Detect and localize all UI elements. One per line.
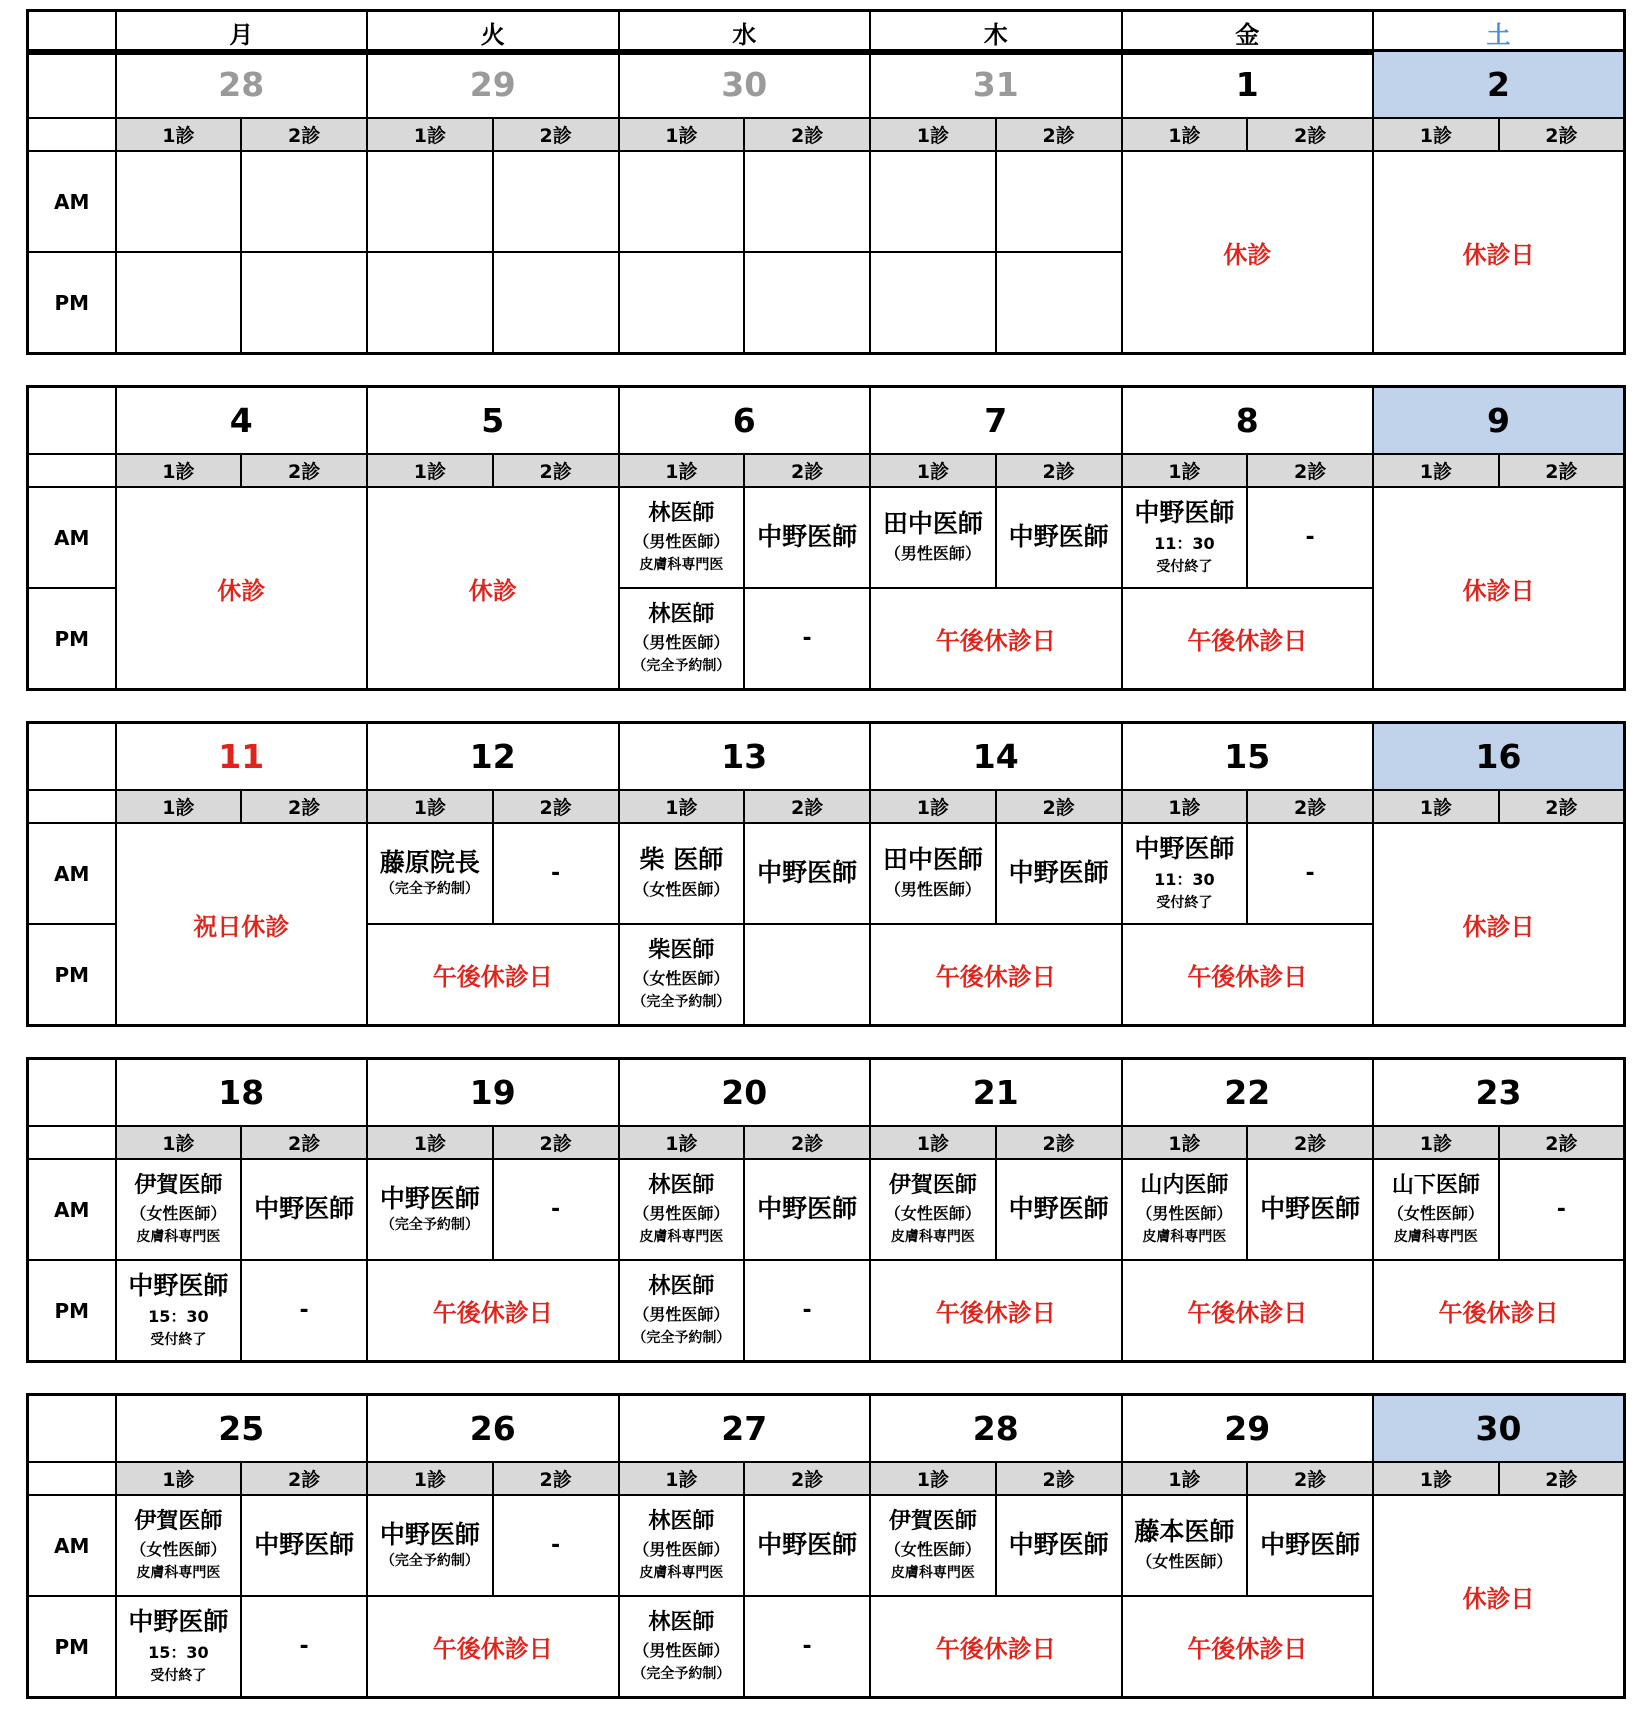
slot-2-header: 2診 bbox=[744, 790, 870, 823]
slot-1-header: 1診 bbox=[1122, 118, 1248, 151]
slot-1-header: 1診 bbox=[1122, 1126, 1248, 1159]
date-cell: 15 bbox=[1122, 723, 1374, 791]
empty-cell bbox=[996, 252, 1122, 354]
date-cell: 30 bbox=[619, 51, 871, 119]
doctor-gender: （女性医師） bbox=[884, 1204, 981, 1224]
empty-cell bbox=[619, 151, 745, 252]
date-row bbox=[28, 723, 1625, 791]
slot-1-header: 1診 bbox=[619, 1462, 745, 1495]
corner-cell bbox=[28, 1395, 116, 1463]
doctor-name: 藤本医師 bbox=[1134, 1516, 1235, 1546]
doctor-name: 中野医師 bbox=[254, 1194, 355, 1224]
date-cell: 20 bbox=[619, 1059, 871, 1127]
date-cell-saturday: 16 bbox=[1373, 723, 1625, 791]
slot-2-header: 2診 bbox=[241, 1462, 367, 1495]
date-cell: 25 bbox=[116, 1395, 368, 1463]
slot-2-header: 2診 bbox=[241, 454, 367, 487]
doctor-name: 山下医師 bbox=[1391, 1172, 1480, 1198]
doctor-name: 山内医師 bbox=[1140, 1172, 1229, 1198]
pm-closed-cell: 午後休診日 bbox=[870, 924, 1122, 1026]
slot-2-header: 2診 bbox=[1247, 790, 1373, 823]
slot-row bbox=[28, 1126, 1625, 1159]
weekday-mon: 月 bbox=[116, 11, 368, 54]
date-cell: 18 bbox=[116, 1059, 368, 1127]
doctor-name: 中野医師 bbox=[757, 522, 858, 552]
reception-time: 11：30 bbox=[1154, 869, 1215, 889]
slot-2-header: 2診 bbox=[996, 118, 1122, 151]
doctor-name: 中野医師 bbox=[1008, 522, 1109, 552]
am-label: AM bbox=[28, 1159, 116, 1260]
empty-cell bbox=[493, 252, 619, 354]
slot-1-header: 1診 bbox=[1373, 118, 1499, 151]
slot-2-header: 2診 bbox=[1499, 790, 1625, 823]
date-cell-holiday: 11 bbox=[116, 723, 368, 791]
weekday-sat: 土 bbox=[1373, 11, 1625, 54]
doctor-cell bbox=[996, 823, 1122, 924]
pm-closed-cell: 午後休診日 bbox=[1373, 1260, 1625, 1362]
no-doctor-cell: - bbox=[744, 588, 870, 690]
am-row bbox=[28, 151, 1625, 252]
empty-cell bbox=[619, 252, 745, 354]
week-4 bbox=[26, 1057, 1626, 1363]
slot-2-header: 2診 bbox=[493, 1462, 619, 1495]
doctor-cell bbox=[1122, 823, 1248, 924]
reception-end: 受付終了 bbox=[1156, 558, 1213, 575]
am-label: AM bbox=[28, 151, 116, 252]
am-label: AM bbox=[28, 487, 116, 588]
slot-1-header: 1診 bbox=[116, 1462, 242, 1495]
slot-1-header: 1診 bbox=[367, 454, 493, 487]
slot-1-header: 1診 bbox=[116, 118, 242, 151]
doctor-name: 林医師 bbox=[648, 500, 715, 526]
doctor-specialty: 皮膚科専門医 bbox=[639, 1229, 724, 1246]
doctor-name: 中野医師 bbox=[379, 1183, 480, 1213]
doctor-name: 伊賀医師 bbox=[888, 1508, 977, 1534]
pm-row bbox=[28, 1260, 1625, 1362]
doctor-gender: （男性医師） bbox=[633, 633, 730, 653]
pm-closed-cell: 午後休診日 bbox=[367, 1596, 619, 1698]
no-doctor-cell: - bbox=[493, 1495, 619, 1596]
doctor-cell bbox=[1247, 1159, 1373, 1260]
pm-closed-cell: 午後休診日 bbox=[1122, 924, 1374, 1026]
am-row bbox=[28, 487, 1625, 588]
doctor-cell bbox=[1122, 1159, 1248, 1260]
closed-day-cell: 休診日 bbox=[1373, 487, 1625, 690]
date-cell-saturday: 30 bbox=[1373, 1395, 1625, 1463]
no-doctor-cell: - bbox=[1247, 823, 1373, 924]
empty-cell bbox=[367, 151, 493, 252]
doctor-name: 中野医師 bbox=[1008, 1194, 1109, 1224]
slot-1-header: 1診 bbox=[116, 1126, 242, 1159]
pm-label: PM bbox=[28, 1596, 116, 1698]
slot-row bbox=[28, 454, 1625, 487]
closed-cell: 休診 bbox=[367, 487, 619, 690]
week-3 bbox=[26, 721, 1626, 1027]
doctor-specialty: 皮膚科専門医 bbox=[890, 1565, 975, 1582]
pm-label: PM bbox=[28, 252, 116, 354]
doctor-specialty: 皮膚科専門医 bbox=[1393, 1229, 1478, 1246]
doctor-cell bbox=[619, 487, 745, 588]
slot-2-header: 2診 bbox=[241, 790, 367, 823]
doctor-name: 林医師 bbox=[648, 1273, 715, 1299]
weekday-wed: 水 bbox=[619, 11, 871, 54]
date-cell: 27 bbox=[619, 1395, 871, 1463]
slot-2-header: 2診 bbox=[1499, 454, 1625, 487]
doctor-gender: （女性医師） bbox=[130, 1204, 227, 1224]
doctor-cell bbox=[996, 487, 1122, 588]
week-1 bbox=[26, 49, 1626, 355]
slot-1-header: 1診 bbox=[870, 118, 996, 151]
doctor-cell bbox=[116, 1159, 242, 1260]
week-2 bbox=[26, 385, 1626, 691]
doctor-gender: （女性医師） bbox=[633, 880, 730, 900]
weekday-fri: 金 bbox=[1122, 11, 1374, 54]
empty-cell bbox=[870, 151, 996, 252]
date-cell-saturday: 23 bbox=[1373, 1059, 1625, 1127]
pm-closed-cell: 午後休診日 bbox=[367, 924, 619, 1026]
doctor-name: 伊賀医師 bbox=[134, 1172, 223, 1198]
reservation-note: （完全予約制） bbox=[380, 1217, 479, 1234]
date-cell: 29 bbox=[367, 51, 619, 119]
slot-1-header: 1診 bbox=[116, 454, 242, 487]
doctor-name: 柴医師 bbox=[648, 937, 715, 963]
pm-closed-cell: 午後休診日 bbox=[870, 1260, 1122, 1362]
slot-1-header: 1診 bbox=[367, 1462, 493, 1495]
doctor-gender: （男性医師） bbox=[633, 1540, 730, 1560]
week-5 bbox=[26, 1393, 1626, 1699]
slot-1-header: 1診 bbox=[367, 118, 493, 151]
slot-2-header: 2診 bbox=[493, 1126, 619, 1159]
corner-cell bbox=[28, 723, 116, 791]
doctor-cell bbox=[367, 1495, 493, 1596]
doctor-cell bbox=[744, 487, 870, 588]
date-cell: 5 bbox=[367, 387, 619, 455]
doctor-gender: （女性医師） bbox=[1387, 1204, 1484, 1224]
doctor-cell bbox=[996, 1159, 1122, 1260]
slot-1-header: 1診 bbox=[870, 454, 996, 487]
date-cell: 21 bbox=[870, 1059, 1122, 1127]
no-doctor-cell: - bbox=[1247, 487, 1373, 588]
reservation-note: （完全予約制） bbox=[632, 1666, 731, 1683]
reservation-note: （完全予約制） bbox=[632, 1330, 731, 1347]
date-row bbox=[28, 387, 1625, 455]
doctor-gender: （女性医師） bbox=[633, 969, 730, 989]
doctor-cell bbox=[1122, 1495, 1248, 1596]
doctor-cell bbox=[870, 823, 996, 924]
corner-cell bbox=[28, 1059, 116, 1127]
doctor-name: 中野医師 bbox=[1008, 858, 1109, 888]
closed-day-cell: 休診日 bbox=[1373, 151, 1625, 354]
doctor-gender: （男性医師） bbox=[633, 1204, 730, 1224]
slot-2-header: 2診 bbox=[493, 454, 619, 487]
doctor-specialty: 皮膚科専門医 bbox=[136, 1565, 221, 1582]
doctor-cell bbox=[619, 823, 745, 924]
date-cell: 31 bbox=[870, 51, 1122, 119]
reception-end: 受付終了 bbox=[1156, 894, 1213, 911]
date-cell: 12 bbox=[367, 723, 619, 791]
date-cell: 14 bbox=[870, 723, 1122, 791]
weekday-thu: 木 bbox=[870, 11, 1122, 54]
reception-end: 受付終了 bbox=[150, 1331, 207, 1348]
doctor-name: 林医師 bbox=[648, 1609, 715, 1635]
corner-cell bbox=[28, 387, 116, 455]
doctor-cell bbox=[870, 487, 996, 588]
doctor-name: 柴 医師 bbox=[639, 844, 724, 874]
slot-1-header: 1診 bbox=[619, 790, 745, 823]
closed-day-cell: 休診日 bbox=[1373, 1495, 1625, 1698]
empty-cell bbox=[744, 252, 870, 354]
date-cell: 29 bbox=[1122, 1395, 1374, 1463]
doctor-cell bbox=[619, 1260, 745, 1362]
slot-2-header: 2診 bbox=[1247, 1462, 1373, 1495]
slot-2-header: 2診 bbox=[1247, 1126, 1373, 1159]
doctor-gender: （女性医師） bbox=[884, 1540, 981, 1560]
date-cell: 28 bbox=[116, 51, 368, 119]
doctor-name: 中野医師 bbox=[1008, 1530, 1109, 1560]
empty-cell bbox=[870, 252, 996, 354]
doctor-cell bbox=[116, 1260, 242, 1362]
doctor-name: 田中医師 bbox=[882, 508, 983, 538]
doctor-cell bbox=[619, 1596, 745, 1698]
slot-2-header: 2診 bbox=[996, 454, 1122, 487]
pm-closed-cell: 午後休診日 bbox=[367, 1260, 619, 1362]
doctor-cell bbox=[619, 1495, 745, 1596]
doctor-gender: （女性医師） bbox=[130, 1540, 227, 1560]
slot-1-header: 1診 bbox=[1373, 790, 1499, 823]
doctor-gender: （女性医師） bbox=[1136, 1552, 1233, 1572]
slot-1-header: 1診 bbox=[116, 790, 242, 823]
date-cell: 22 bbox=[1122, 1059, 1374, 1127]
doctor-name: 藤原院長 bbox=[379, 847, 480, 877]
empty-cell bbox=[116, 252, 242, 354]
slot-2-header: 2診 bbox=[1499, 118, 1625, 151]
slot-2-header: 2診 bbox=[744, 454, 870, 487]
no-doctor-cell: - bbox=[1499, 1159, 1625, 1260]
pm-closed-cell: 午後休診日 bbox=[870, 1596, 1122, 1698]
doctor-cell bbox=[744, 1495, 870, 1596]
slot-1-header: 1診 bbox=[367, 790, 493, 823]
doctor-specialty: 皮膚科専門医 bbox=[639, 557, 724, 574]
am-label: AM bbox=[28, 823, 116, 924]
empty-cell bbox=[744, 924, 870, 1026]
doctor-cell bbox=[619, 1159, 745, 1260]
doctor-specialty: 皮膚科専門医 bbox=[639, 1565, 724, 1582]
empty-cell bbox=[367, 252, 493, 354]
doctor-name: 中野医師 bbox=[379, 1519, 480, 1549]
no-doctor-cell: - bbox=[744, 1596, 870, 1698]
empty-cell bbox=[996, 151, 1122, 252]
slot-2-header: 2診 bbox=[744, 1462, 870, 1495]
doctor-cell bbox=[116, 1495, 242, 1596]
no-doctor-cell: - bbox=[241, 1596, 367, 1698]
slot-2-header: 2診 bbox=[1247, 454, 1373, 487]
doctor-name: 中野医師 bbox=[254, 1530, 355, 1560]
slot-2-header: 2診 bbox=[493, 790, 619, 823]
corner-cell bbox=[28, 51, 116, 119]
date-cell-saturday: 2 bbox=[1373, 51, 1625, 119]
doctor-specialty: 皮膚科専門医 bbox=[136, 1229, 221, 1246]
doctor-cell bbox=[619, 588, 745, 690]
am-row bbox=[28, 1159, 1625, 1260]
doctor-name: 伊賀医師 bbox=[134, 1508, 223, 1534]
pm-label: PM bbox=[28, 588, 116, 690]
date-cell: 4 bbox=[116, 387, 368, 455]
slot-2-header: 2診 bbox=[996, 1126, 1122, 1159]
reception-time: 15：30 bbox=[148, 1642, 209, 1662]
doctor-gender: （男性医師） bbox=[884, 880, 981, 900]
slot-2-header: 2診 bbox=[1247, 118, 1373, 151]
no-doctor-cell: - bbox=[493, 823, 619, 924]
doctor-cell bbox=[241, 1495, 367, 1596]
holiday-closed-cell: 祝日休診 bbox=[116, 823, 368, 1026]
pm-closed-cell: 午後休診日 bbox=[870, 588, 1122, 690]
pm-label: PM bbox=[28, 924, 116, 1026]
reception-end: 受付終了 bbox=[150, 1667, 207, 1684]
doctor-name: 林医師 bbox=[648, 1172, 715, 1198]
empty-cell bbox=[116, 151, 242, 252]
slot-1-header: 1診 bbox=[1373, 1462, 1499, 1495]
doctor-name: 中野医師 bbox=[757, 858, 858, 888]
empty-cell bbox=[241, 151, 367, 252]
doctor-name: 中野医師 bbox=[757, 1530, 858, 1560]
weekday-tue: 火 bbox=[367, 11, 619, 54]
slot-1-header: 1診 bbox=[619, 1126, 745, 1159]
reservation-note: （完全予約制） bbox=[380, 1553, 479, 1570]
date-cell: 26 bbox=[367, 1395, 619, 1463]
closed-cell: 休診 bbox=[1122, 151, 1374, 354]
date-cell: 6 bbox=[619, 387, 871, 455]
closed-day-cell: 休診日 bbox=[1373, 823, 1625, 1026]
date-cell: 7 bbox=[870, 387, 1122, 455]
am-row bbox=[28, 1495, 1625, 1596]
pm-label: PM bbox=[28, 1260, 116, 1362]
doctor-cell bbox=[870, 1159, 996, 1260]
doctor-cell bbox=[367, 823, 493, 924]
doctor-cell bbox=[241, 1159, 367, 1260]
slot-1-header: 1診 bbox=[870, 1126, 996, 1159]
doctor-name: 伊賀医師 bbox=[888, 1172, 977, 1198]
doctor-gender: （男性医師） bbox=[633, 1305, 730, 1325]
doctor-gender: （男性医師） bbox=[633, 1641, 730, 1661]
empty-cell bbox=[744, 151, 870, 252]
am-row bbox=[28, 823, 1625, 924]
slot-2-header: 2診 bbox=[493, 118, 619, 151]
reception-time: 11：30 bbox=[1154, 533, 1215, 553]
doctor-specialty: 皮膚科専門医 bbox=[890, 1229, 975, 1246]
doctor-specialty: 皮膚科専門医 bbox=[1142, 1229, 1227, 1246]
date-cell: 28 bbox=[870, 1395, 1122, 1463]
doctor-gender: （男性医師） bbox=[1136, 1204, 1233, 1224]
pm-closed-cell: 午後休診日 bbox=[1122, 588, 1374, 690]
closed-cell: 休診 bbox=[116, 487, 368, 690]
no-doctor-cell: - bbox=[744, 1260, 870, 1362]
doctor-cell bbox=[116, 1596, 242, 1698]
slot-1-header: 1診 bbox=[367, 1126, 493, 1159]
doctor-cell bbox=[996, 1495, 1122, 1596]
date-row bbox=[28, 1395, 1625, 1463]
doctor-cell bbox=[744, 1159, 870, 1260]
doctor-name: 林医師 bbox=[648, 1508, 715, 1534]
pm-closed-cell: 午後休診日 bbox=[1122, 1260, 1374, 1362]
date-cell: 1 bbox=[1122, 51, 1374, 119]
doctor-cell bbox=[619, 924, 745, 1026]
doctor-name: 中野医師 bbox=[1260, 1194, 1361, 1224]
doctor-name: 中野医師 bbox=[128, 1271, 229, 1301]
am-label: AM bbox=[28, 1495, 116, 1596]
slot-2-header: 2診 bbox=[996, 790, 1122, 823]
slot-1-header: 1診 bbox=[1122, 454, 1248, 487]
date-row bbox=[28, 51, 1625, 119]
slot-row bbox=[28, 118, 1625, 151]
corner-cell bbox=[28, 11, 116, 54]
doctor-name: 中野医師 bbox=[757, 1194, 858, 1224]
doctor-name: 田中医師 bbox=[882, 844, 983, 874]
doctor-name: 中野医師 bbox=[1134, 498, 1235, 528]
slot-1-header: 1診 bbox=[619, 118, 745, 151]
doctor-gender: （男性医師） bbox=[884, 544, 981, 564]
doctor-name: 中野医師 bbox=[1134, 834, 1235, 864]
slot-row bbox=[28, 1462, 1625, 1495]
date-cell: 19 bbox=[367, 1059, 619, 1127]
date-cell: 8 bbox=[1122, 387, 1374, 455]
doctor-cell bbox=[1373, 1159, 1499, 1260]
empty-cell bbox=[493, 151, 619, 252]
reception-time: 15：30 bbox=[148, 1306, 209, 1326]
reservation-note: （完全予約制） bbox=[632, 994, 731, 1011]
doctor-cell bbox=[1247, 1495, 1373, 1596]
pm-closed-cell: 午後休診日 bbox=[1122, 1596, 1374, 1698]
slot-1-header: 1診 bbox=[1373, 454, 1499, 487]
doctor-name: 林医師 bbox=[648, 601, 715, 627]
slot-1-header: 1診 bbox=[1373, 1126, 1499, 1159]
doctor-cell bbox=[870, 1495, 996, 1596]
slot-row bbox=[28, 790, 1625, 823]
doctor-name: 中野医師 bbox=[128, 1607, 229, 1637]
doctor-cell bbox=[1122, 487, 1248, 588]
slot-2-header: 2診 bbox=[996, 1462, 1122, 1495]
reservation-note: （完全予約制） bbox=[632, 658, 731, 675]
doctor-cell bbox=[744, 823, 870, 924]
reservation-note: （完全予約制） bbox=[380, 881, 479, 898]
doctor-name: 中野医師 bbox=[1260, 1530, 1361, 1560]
slot-2-header: 2診 bbox=[1499, 1462, 1625, 1495]
doctor-gender: （男性医師） bbox=[633, 532, 730, 552]
no-doctor-cell: - bbox=[493, 1159, 619, 1260]
slot-2-header: 2診 bbox=[744, 1126, 870, 1159]
slot-2-header: 2診 bbox=[744, 118, 870, 151]
slot-2-header: 2診 bbox=[1499, 1126, 1625, 1159]
date-row bbox=[28, 1059, 1625, 1127]
doctor-cell bbox=[367, 1159, 493, 1260]
empty-cell bbox=[241, 252, 367, 354]
date-cell: 13 bbox=[619, 723, 871, 791]
slot-2-header: 2診 bbox=[241, 1126, 367, 1159]
slot-1-header: 1診 bbox=[1122, 790, 1248, 823]
date-cell-saturday: 9 bbox=[1373, 387, 1625, 455]
slot-1-header: 1診 bbox=[619, 454, 745, 487]
slot-1-header: 1診 bbox=[1122, 1462, 1248, 1495]
slot-1-header: 1診 bbox=[870, 790, 996, 823]
slot-1-header: 1診 bbox=[870, 1462, 996, 1495]
no-doctor-cell: - bbox=[241, 1260, 367, 1362]
slot-2-header: 2診 bbox=[241, 118, 367, 151]
